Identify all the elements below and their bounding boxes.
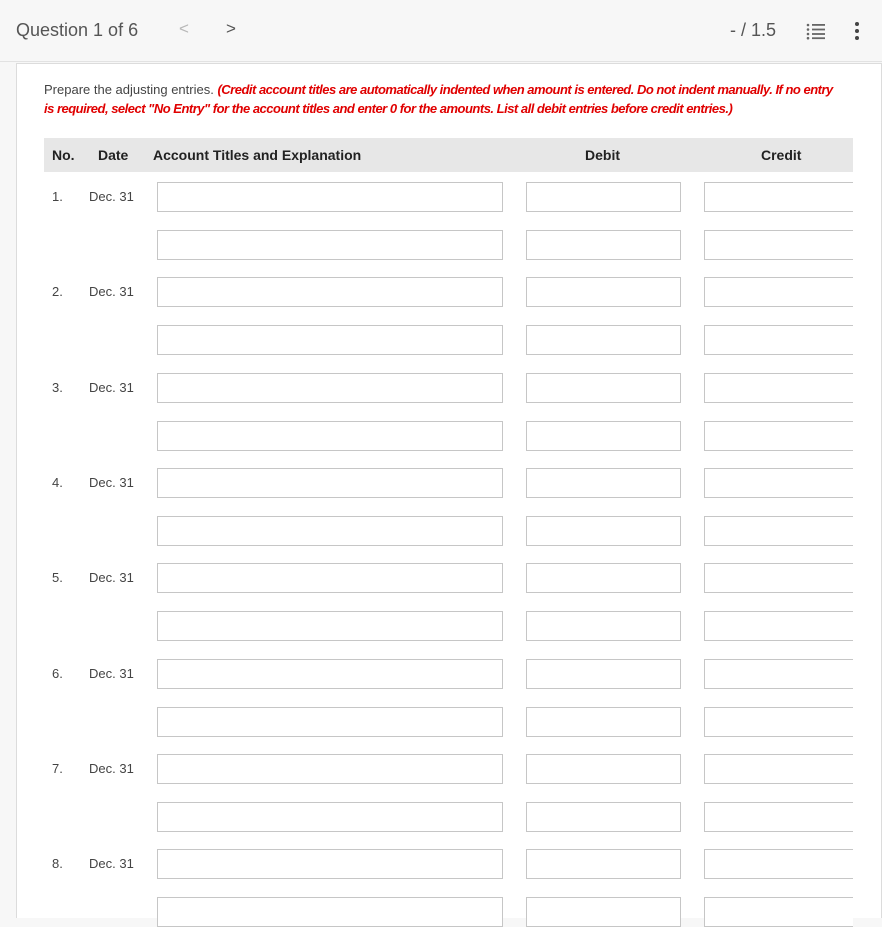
entry-date: Dec. 31 [89,284,134,299]
debit-input[interactable] [526,277,681,307]
entry-number: 4. [52,475,63,490]
account-title-input[interactable] [157,707,503,737]
entry-date: Dec. 31 [89,666,134,681]
debit-input[interactable] [526,468,681,498]
entry-date: Dec. 31 [89,761,134,776]
credit-input[interactable] [704,897,853,927]
credit-input[interactable] [704,563,853,593]
account-title-input[interactable] [157,754,503,784]
debit-input[interactable] [526,373,681,403]
previous-question-button[interactable]: < [179,19,189,38]
instructions-lead: Prepare the adjusting entries. [44,82,218,97]
account-title-input[interactable] [157,802,503,832]
credit-input[interactable] [704,468,853,498]
entry-date: Dec. 31 [89,475,134,490]
next-question-button[interactable]: > [226,19,236,38]
account-title-input[interactable] [157,230,503,260]
credit-input[interactable] [704,373,853,403]
table-header [44,138,853,172]
entry-number: 7. [52,761,63,776]
credit-input[interactable] [704,802,853,832]
account-title-input[interactable] [157,421,503,451]
header-credit: Credit [761,147,802,163]
debit-input[interactable] [526,659,681,689]
question-panel [16,63,882,918]
debit-input[interactable] [526,563,681,593]
debit-input[interactable] [526,230,681,260]
account-title-input[interactable] [157,849,503,879]
list-icon[interactable] [806,22,826,40]
debit-input[interactable] [526,802,681,832]
credit-input[interactable] [704,754,853,784]
debit-input[interactable] [526,897,681,927]
debit-input[interactable] [526,325,681,355]
debit-input[interactable] [526,707,681,737]
more-vertical-icon[interactable] [851,21,863,41]
entry-date: Dec. 31 [89,380,134,395]
credit-input[interactable] [704,659,853,689]
credit-input[interactable] [704,230,853,260]
entry-number: 6. [52,666,63,681]
credit-input[interactable] [704,421,853,451]
instructions [44,80,844,118]
credit-input[interactable] [704,849,853,879]
question-counter: Question 1 of 6 [16,20,139,40]
debit-input[interactable] [526,754,681,784]
header-no: No. [52,147,75,163]
score-display: - / 1.5 [730,20,777,40]
account-title-input[interactable] [157,373,503,403]
debit-input[interactable] [526,421,681,451]
account-title-input[interactable] [157,611,503,641]
credit-input[interactable] [704,182,853,212]
debit-input[interactable] [526,182,681,212]
debit-input[interactable] [526,849,681,879]
account-title-input[interactable] [157,468,503,498]
credit-input[interactable] [704,516,853,546]
header-date: Date [98,147,129,163]
header-debit: Debit [585,147,620,163]
account-title-input[interactable] [157,516,503,546]
entry-date: Dec. 31 [89,856,134,871]
entry-number: 2. [52,284,63,299]
account-title-input[interactable] [157,325,503,355]
entry-number: 8. [52,856,63,871]
account-title-input[interactable] [157,897,503,927]
credit-input[interactable] [704,325,853,355]
entry-date: Dec. 31 [89,570,134,585]
entry-number: 3. [52,380,63,395]
debit-input[interactable] [526,516,681,546]
account-title-input[interactable] [157,182,503,212]
top-bar [0,0,882,62]
credit-input[interactable] [704,277,853,307]
account-title-input[interactable] [157,563,503,593]
credit-input[interactable] [704,707,853,737]
instructions-note: (Credit account titles are automatically indented when amount is entered. Do not indent manually. If no entry is required, select "No Entry" for the account titles and enter 0 for the amounts. List all debit entries before credit entries.) [44,82,833,116]
entry-number: 5. [52,570,63,585]
entry-date: Dec. 31 [89,189,134,204]
debit-input[interactable] [526,611,681,641]
header-account: Account Titles and Explanation [153,147,362,163]
account-title-input[interactable] [157,659,503,689]
credit-input[interactable] [704,611,853,641]
account-title-input[interactable] [157,277,503,307]
entry-number: 1. [52,189,63,204]
